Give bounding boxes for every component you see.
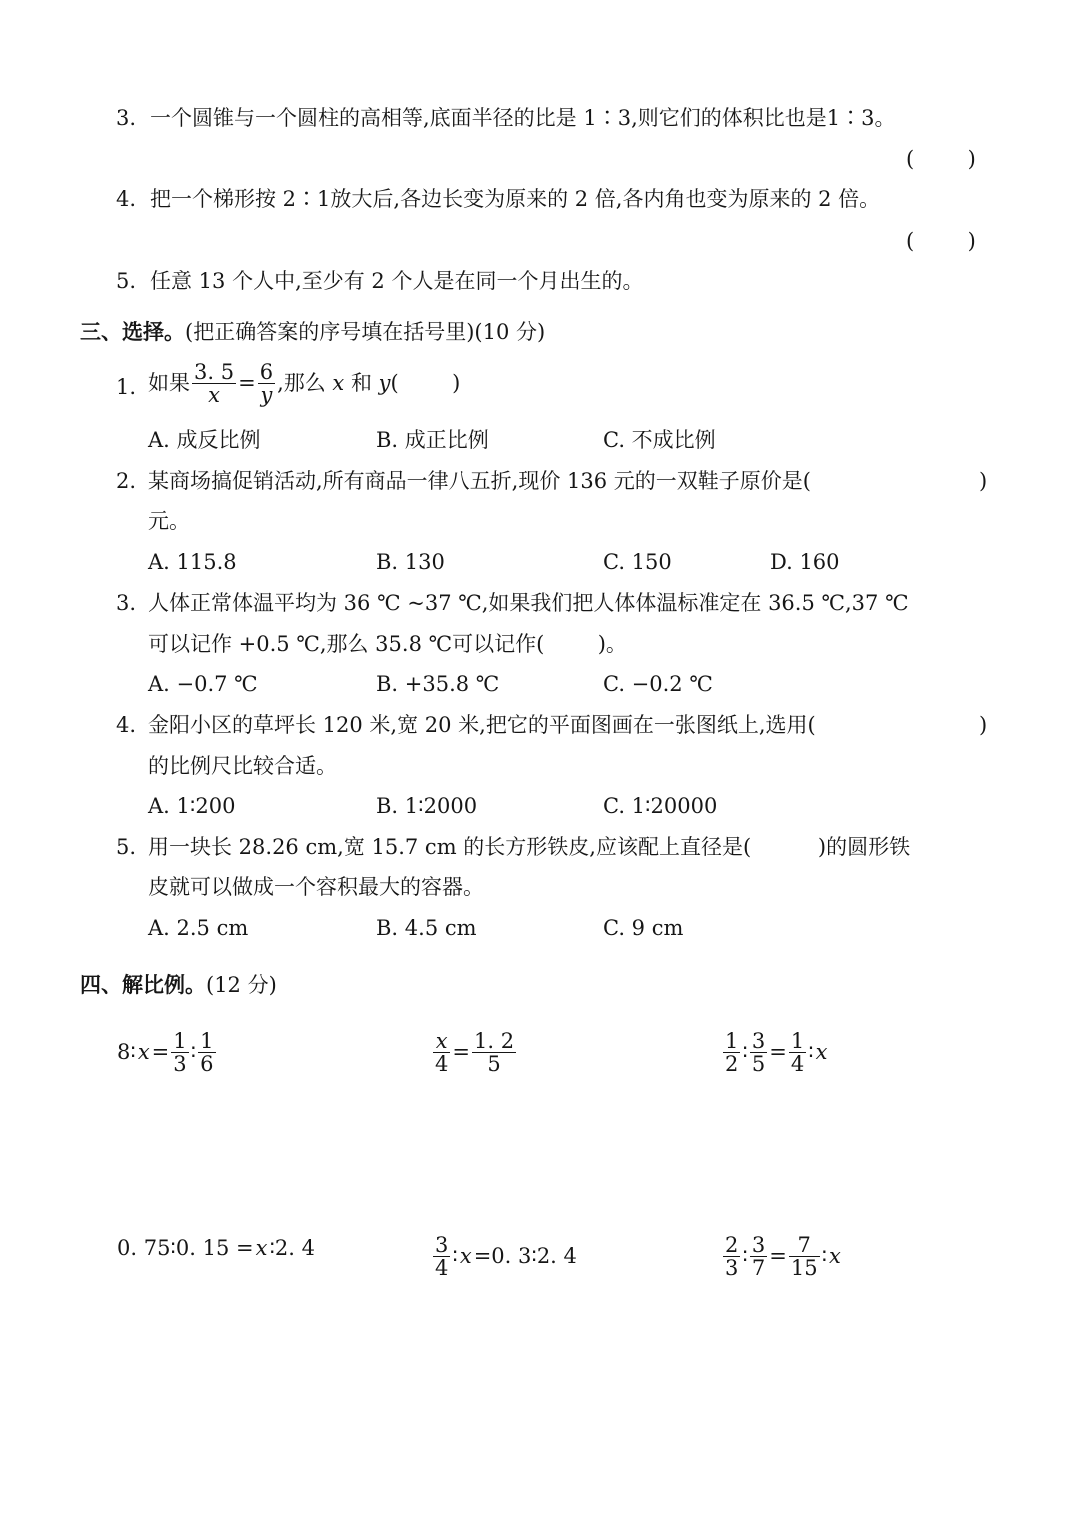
fraction-numerator: 3 [751, 1029, 766, 1053]
judge-q5-number: 5. [116, 269, 137, 293]
choice-q4-number: 4. [116, 713, 137, 737]
variable-x: x [829, 1243, 841, 1268]
choice-q2-option-d[interactable]: D. 160 [770, 550, 840, 574]
ratio-colon: ∶ [452, 1243, 458, 1268]
proportion-5-tail: =0. 3∶2. 4 [473, 1243, 577, 1268]
fraction [433, 1030, 450, 1075]
choice-q1-option-c[interactable]: C. 不成比例 [603, 428, 716, 452]
choice-q5-line1: 用一块长 28.26 cm,宽 15.7 cm 的长方形铁皮,应该配上直径是( )的圆形铁 [148, 835, 911, 859]
choice-q3-line1: 人体正常体温平均为 36 ℃ ~37 ℃,如果我们把人体体温标准定在 36.5 ℃,37 ℃ [148, 591, 909, 615]
ratio-colon: ∶ [742, 1039, 748, 1064]
fraction-numerator: 3. 5 [194, 360, 235, 384]
choice-q2-close-paren: ) [979, 469, 988, 493]
choice-q2-option-c[interactable]: C. 150 [603, 550, 672, 574]
fraction [789, 1234, 820, 1279]
ratio-colon: ∶ [821, 1243, 828, 1268]
fraction-denominator: 7 [751, 1256, 766, 1281]
fraction-denominator: 15 [790, 1256, 818, 1281]
fraction-denominator: 3 [725, 1256, 739, 1281]
choice-q1-number: 1. [116, 375, 137, 399]
fraction-numerator: 2 [725, 1233, 739, 1257]
section-choice-heading [80, 320, 545, 345]
choice-q1-stem [148, 361, 460, 406]
fraction [472, 1030, 516, 1075]
proportion-4-lead: 0. 75∶0. 15 = [117, 1236, 254, 1260]
judge-q3-answer-blank[interactable]: ( ) [906, 147, 976, 171]
fraction-denominator: 3 [173, 1052, 187, 1077]
section-solve-note: (12 分) [206, 973, 277, 997]
fraction-numerator: 6 [259, 360, 274, 384]
fraction-denominator: 4 [435, 1052, 449, 1077]
fraction-numerator: 1 [173, 1029, 187, 1053]
fraction-denominator: 5 [487, 1052, 501, 1077]
fraction-denominator: x [208, 383, 220, 408]
ratio-colon: ∶ [808, 1039, 814, 1064]
choice-q3-line2: 可以记作 +0.5 ℃,那么 35.8 ℃可以记作( )。 [148, 632, 627, 656]
equals-sign: = [769, 1243, 787, 1268]
proportion-6 [722, 1234, 842, 1279]
choice-q2-option-a[interactable]: A. 115.8 [148, 550, 237, 574]
fraction-numerator: 3 [751, 1233, 766, 1257]
choice-q1-prefix: 如果 [148, 370, 190, 395]
choice-q4-option-a[interactable]: A. 1∶200 [148, 794, 236, 818]
equals-sign: = [151, 1039, 170, 1064]
choice-q3-option-a[interactable]: A. −0.7 ℃ [148, 672, 258, 696]
judge-q4-answer-blank[interactable]: ( ) [906, 229, 976, 253]
fraction [433, 1234, 450, 1279]
variable-x: x [255, 1236, 268, 1260]
choice-q2-line1: 某商场搞促销活动,所有商品一律八五折,现价 136 元的一双鞋子原价是( [148, 469, 811, 493]
fraction-numerator: 1 [725, 1029, 739, 1053]
fraction-numerator: 7 [789, 1234, 820, 1257]
fraction-denominator: 4 [435, 1256, 449, 1281]
choice-q3-option-b[interactable]: B. +35.8 ℃ [376, 672, 500, 696]
proportion-1 [116, 1030, 217, 1075]
proportion-1-lead: 8∶ [117, 1039, 136, 1064]
variable-x: x [332, 370, 345, 395]
proportion-4-tail: ∶2. 4 [269, 1236, 315, 1260]
choice-q1-suffix: ,那么 [277, 370, 333, 395]
proportion-5 [432, 1234, 578, 1279]
choice-q4-line2: 的比例尺比较合适。 [148, 754, 337, 778]
fraction-denominator: y [260, 383, 273, 408]
choice-q2-option-b[interactable]: B. 130 [376, 550, 445, 574]
choice-q4-close-paren: ) [979, 713, 988, 737]
section-choice-note: (把正确答案的序号填在括号里)(10 分) [185, 320, 546, 344]
equals-sign: = [769, 1039, 787, 1064]
judge-q3-text: 一个圆锥与一个圆柱的高相等,底面半径的比是 1∶3,则它们的体积比也是1∶3。 [150, 106, 896, 130]
choice-q5-option-b[interactable]: B. 4.5 cm [376, 916, 477, 940]
fraction-denominator: 5 [751, 1052, 766, 1077]
choice-q5-option-a[interactable]: A. 2.5 cm [148, 916, 249, 940]
fraction [171, 1030, 188, 1075]
fraction [750, 1030, 767, 1075]
ratio-colon: ∶ [190, 1039, 197, 1064]
fraction-denominator: 4 [790, 1052, 805, 1077]
ratio-colon: ∶ [742, 1243, 748, 1268]
fraction-numerator: x [433, 1030, 450, 1053]
fraction [789, 1030, 806, 1075]
choice-q2-number: 2. [116, 469, 137, 493]
proportion-2 [432, 1030, 517, 1075]
equals-sign: = [452, 1039, 470, 1064]
fraction-denominator: 6 [200, 1052, 214, 1077]
section-solve-title: 四、解比例。 [80, 973, 206, 997]
choice-q5-number: 5. [116, 835, 137, 859]
fraction-denominator: 2 [725, 1052, 739, 1077]
fraction-numerator: 1. 2 [473, 1029, 515, 1053]
section-choice-title: 三、选择。 [80, 320, 185, 344]
variable-x: x [459, 1243, 472, 1268]
choice-q3-number: 3. [116, 591, 137, 615]
choice-q1-fraction-2 [258, 361, 275, 406]
choice-q2-line2: 元。 [148, 509, 190, 533]
choice-q1-option-a[interactable]: A. 成反比例 [148, 428, 261, 452]
choice-q4-line1: 金阳小区的草坪长 120 米,宽 20 米,把它的平面图画在一张图纸上,选用( [148, 713, 816, 737]
fraction-numerator: 1 [200, 1029, 214, 1053]
equals-sign: = [238, 370, 256, 395]
choice-q5-line2: 皮就可以做成一个容积最大的容器。 [148, 875, 484, 899]
judge-q3-number: 3. [116, 106, 137, 130]
choice-q4-option-b[interactable]: B. 1∶2000 [376, 794, 478, 818]
proportion-3 [722, 1030, 829, 1075]
proportion-4 [116, 1236, 316, 1261]
variable-x: x [137, 1039, 150, 1064]
choice-q1-fraction-1 [192, 361, 236, 406]
choice-q1-answer-blank[interactable]: ( ) [390, 370, 461, 395]
variable-x: x [815, 1039, 828, 1064]
fraction-numerator: 3 [435, 1233, 449, 1257]
variable-y: y [378, 370, 391, 395]
choice-q1-and: 和 [344, 370, 379, 395]
choice-q1-option-b[interactable]: B. 成正比例 [376, 428, 489, 452]
fraction [723, 1234, 740, 1279]
section-solve-heading [80, 973, 277, 998]
choice-q3-option-c[interactable]: C. −0.2 ℃ [603, 672, 713, 696]
choice-q5-option-c[interactable]: C. 9 cm [603, 916, 684, 940]
judge-q5-text: 任意 13 个人中,至少有 2 个人是在同一个月出生的。 [150, 269, 644, 293]
fraction-numerator: 1 [790, 1029, 805, 1053]
fraction [723, 1030, 740, 1075]
judge-q4-text: 把一个梯形按 2∶1放大后,各边长变为原来的 2 倍,各内角也变为原来的 2 倍。 [150, 187, 881, 211]
choice-q4-option-c[interactable]: C. 1∶20000 [603, 794, 718, 818]
fraction [198, 1030, 215, 1075]
judge-q4-number: 4. [116, 187, 137, 211]
fraction [750, 1234, 767, 1279]
